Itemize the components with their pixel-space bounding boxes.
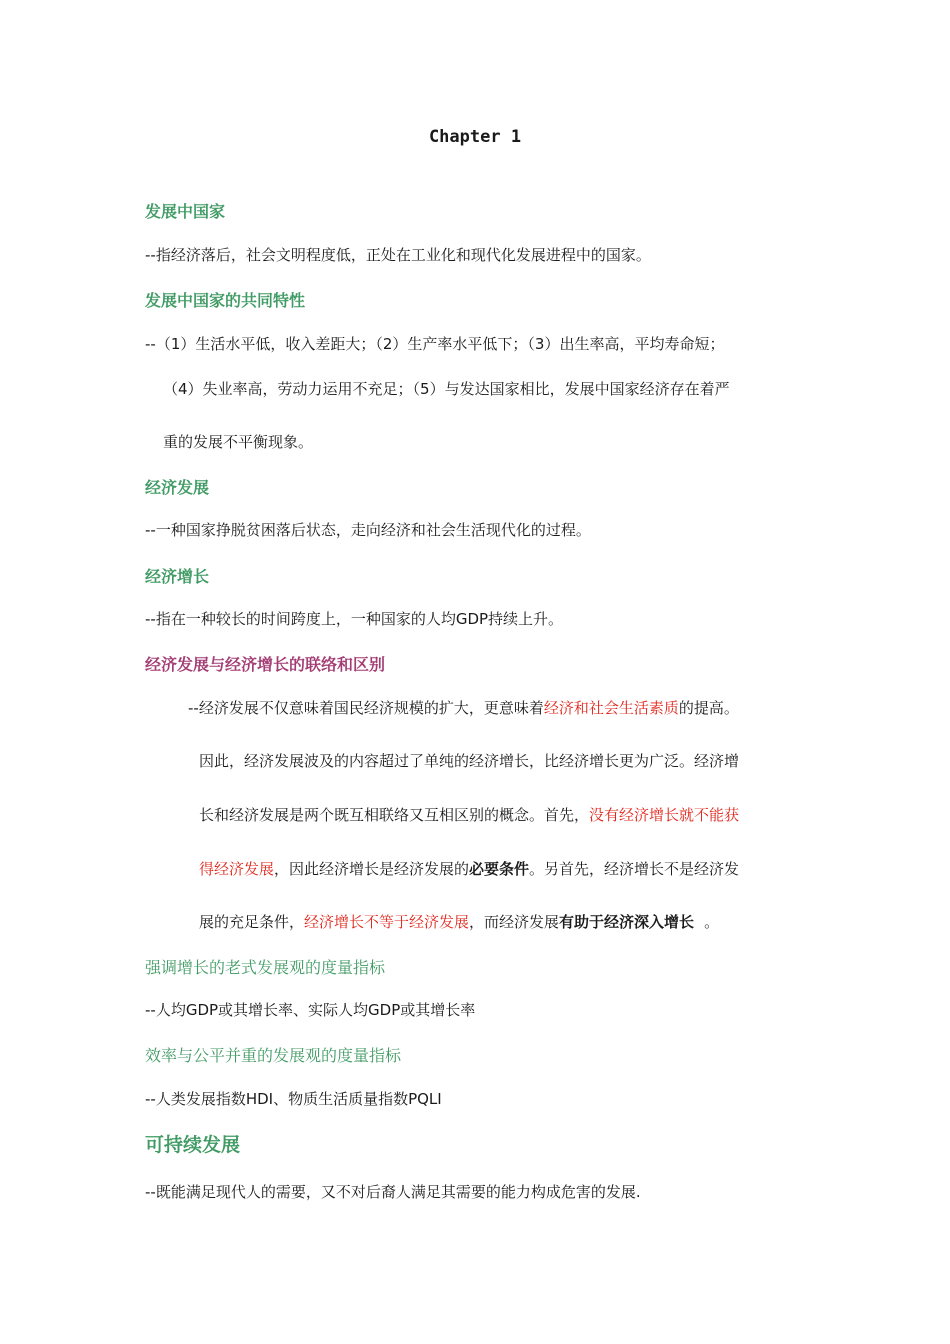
dvg-text: 长和经济发展是两个既互相联络又互相区别的概念。首先， — [199, 806, 590, 824]
dvg-text: --经济发展不仅意味着国民经济规模的扩大，更意味着 — [188, 699, 544, 717]
dvg-text: 的提高。 — [678, 699, 739, 717]
paragraph-dvg-line4 — [199, 858, 739, 879]
dvg-highlight: 经济增长不等于经济发展 — [304, 913, 470, 931]
paragraph-common-features-line3: 重的发展不平衡现象。 — [163, 433, 314, 451]
paragraph-economic-growth: --指在一种较长的时间跨度上，一种国家的人均GDP持续上升。 — [145, 610, 564, 628]
heading-economic-growth: 经济增长 — [145, 567, 210, 586]
paragraph-common-features-line2: （4）失业率高，劳动力运用不充足；（5）与发达国家相比，发展中国家经济存在着严 — [163, 380, 730, 398]
paragraph-sustainable-development: --既能满足现代人的需要，又不对后裔人满足其需要的能力构成危害的发展. — [145, 1183, 641, 1201]
heading-equity-indicators: 效率与公平并重的发展观的度量指标 — [145, 1046, 402, 1065]
heading-traditional-indicators: 强调增长的老式发展观的度量指标 — [145, 958, 386, 977]
heading-sustainable-development: 可持续发展 — [145, 1134, 241, 1156]
dvg-text: 展的充足条件， — [199, 913, 305, 931]
heading-economic-development: 经济发展 — [145, 478, 210, 497]
paragraph-economic-development: --一种国家挣脱贫困落后状态，走向经济和社会生活现代化的过程。 — [145, 521, 591, 539]
paragraph-common-features-line1: --（1）生活水平低，收入差距大；（2）生产率水平低下；（3）出生率高，平均寿命短； — [145, 335, 725, 353]
paragraph-developing-countries: --指经济落后，社会文明程度低，正处在工业化和现代化发展进程中的国家。 — [145, 246, 651, 264]
dvg-bold: 有助于经济深入增长 — [559, 913, 695, 931]
dvg-highlight: 经济和社会生活素质 — [543, 699, 679, 717]
paragraph-dvg-line3 — [199, 804, 739, 825]
paragraph-dvg-line2: 因此，经济发展波及的内容超过了单纯的经济增长，比经济增长更为广泛。经济增 — [199, 752, 740, 770]
page-title: Chapter 1 — [428, 127, 522, 147]
paragraph-dvg-line5 — [199, 911, 719, 932]
dvg-bold: 必要条件 — [469, 860, 530, 878]
paragraph-equity-indicators: --人类发展指数HDI、物质生活质量指数PQLI — [145, 1090, 442, 1108]
heading-common-features: 发展中国家的共同特性 — [145, 291, 306, 310]
paragraph-traditional-indicators: --人均GDP或其增长率、实际人均GDP或其增长率 — [145, 1001, 476, 1019]
dvg-highlight: 得经济发展 — [199, 860, 275, 878]
heading-development-vs-growth: 经济发展与经济增长的联络和区别 — [145, 655, 386, 674]
dvg-text: ，而经济发展 — [469, 913, 560, 931]
heading-developing-countries: 发展中国家 — [145, 202, 226, 221]
dvg-text: 。 — [704, 913, 720, 931]
paragraph-dvg-line1 — [188, 697, 739, 718]
dvg-text: ，因此经济增长是经济发展的 — [274, 860, 470, 878]
dvg-highlight: 没有经济增长就不能获 — [589, 806, 740, 824]
dvg-text: 。另首先，经济增长不是经济发 — [529, 860, 740, 878]
